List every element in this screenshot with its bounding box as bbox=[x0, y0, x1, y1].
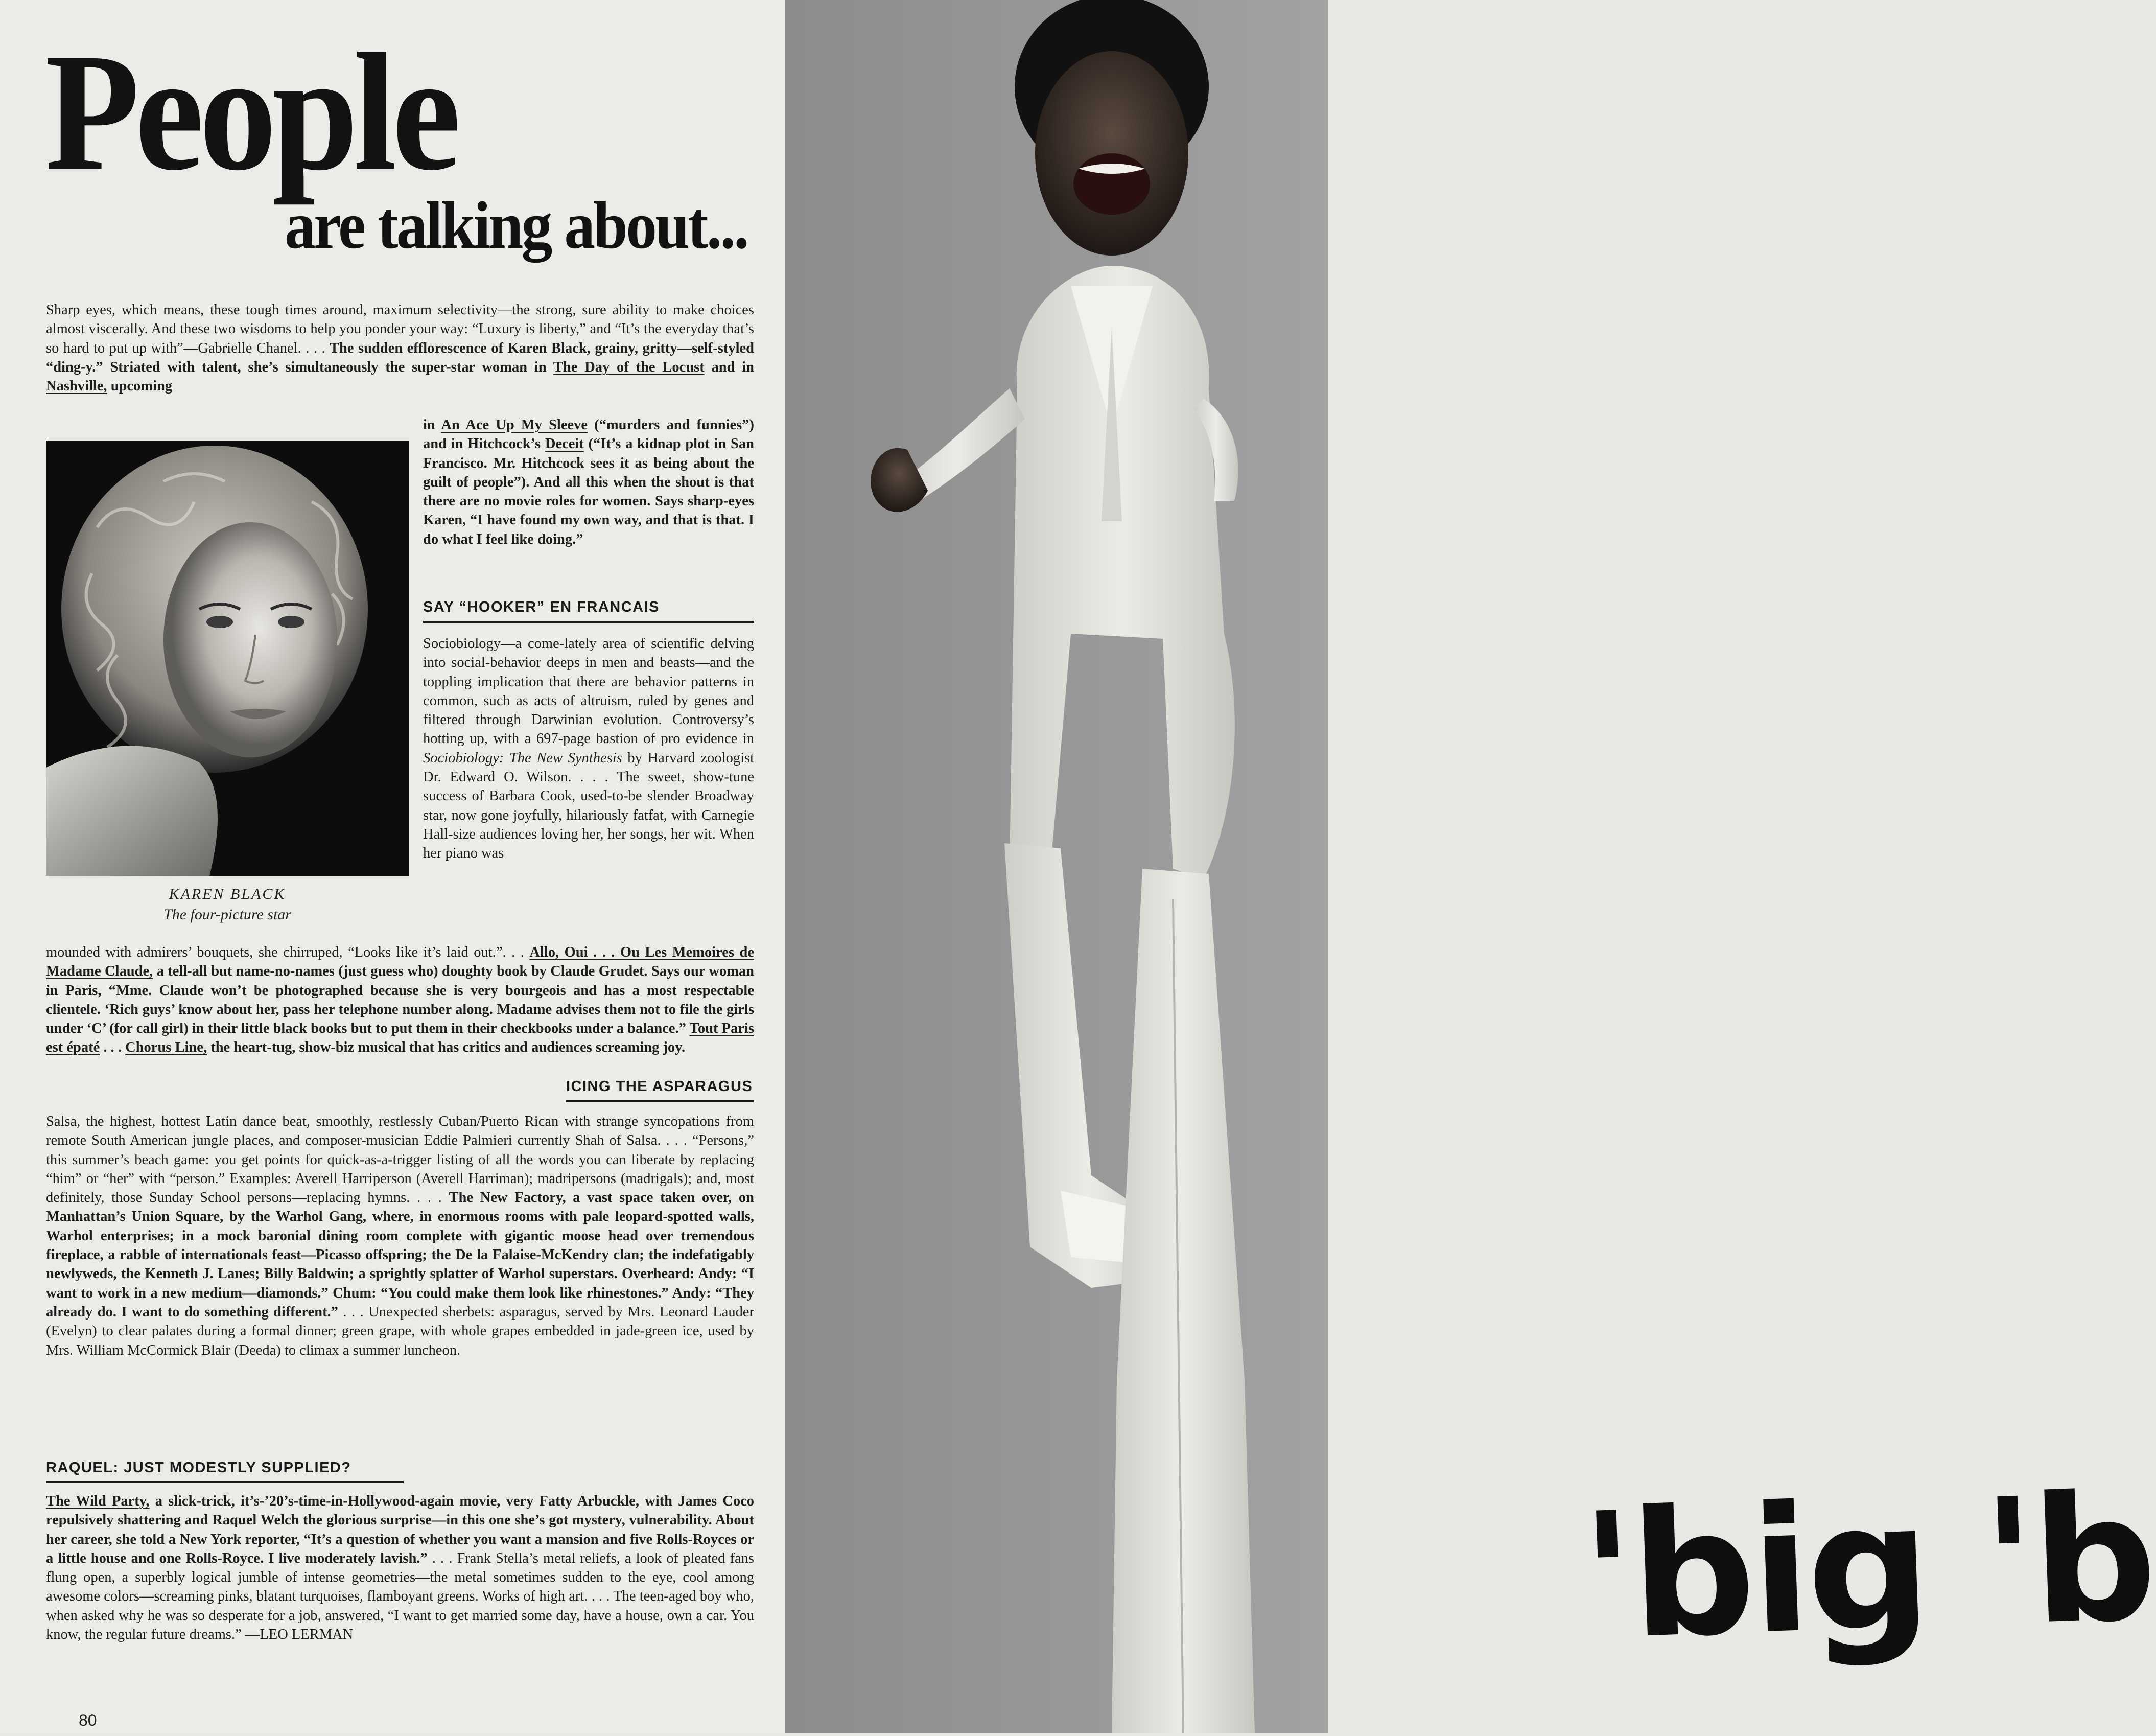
salsa-text-1: Salsa, the highest, hottest Latin dance beat, smoothly, restlessly Cuban/Puerto Rican with strange syncopations from remote South American jungle places, and composer-musician Eddie Palmieri currently Shah of Salsa. . . . “Persons,” this summer’s beach game: you get points for quick-as-a-trigger listing of all the words you can liberate by replacing “him” or “her” with “person.” Examples: Averell Harriperson (Averell Harriman); madripersons (madrigals); and, most definitely, those Sunday School persons—replacing hymns. . . . bbox=[46, 1114, 754, 1206]
claude-dots: . . . bbox=[100, 1039, 126, 1056]
claude-text-3: the heart-tug, show-biz musical that has critics and audiences screaming joy. bbox=[207, 1039, 686, 1056]
intro-paragraph bbox=[46, 300, 754, 396]
caption-subtitle: The four-picture star bbox=[163, 906, 291, 923]
intro-upcoming: upcoming bbox=[107, 378, 173, 395]
phrase-tout-paris: Tout Paris est épaté bbox=[46, 1021, 754, 1056]
sociobiology-text-1: Sociobiology—a come-lately area of scientific delving into social-behavior deeps in men and beasts—and the toppling implication that there are behavior patterns in common, such as acts of altruism, ruled by genes and filtered through Darwinian evolution. Controversy’s hotting up, with a 697-page bastion of pro evidence in bbox=[423, 636, 754, 747]
film-title-deceit: Deceit bbox=[545, 436, 584, 452]
rule-hooker bbox=[423, 621, 754, 623]
karen-black-portrait-photo bbox=[46, 441, 409, 876]
madame-claude-paragraph bbox=[46, 943, 754, 1057]
masthead-title: People bbox=[45, 19, 456, 205]
heading-raquel: RAQUEL: JUST MODESTLY SUPPLIED? bbox=[46, 1460, 351, 1476]
wild-party-bold: a slick-trick, it’s-’20’s-time-in-Hollywood-again movie, very Fatty Arbuckle, with James Coco repulsively shattering and Raquel Welch the glorious surprise—in this one she’s got mystery, vulnerability. About her career, she told a New York reporter, “It’s a question of whether you want a mansion and five Rolls-Royces or a little house and one Rolls-Royce. I live moderately lavish.” bbox=[46, 1493, 754, 1566]
text-column bbox=[0, 0, 785, 1733]
caption-name: KAREN BLACK bbox=[169, 886, 286, 902]
film-title-locust: The Day of the Locust bbox=[553, 359, 705, 375]
heading-icing: ICING THE ASPARAGUS bbox=[566, 1078, 753, 1095]
salsa-text-2: . . . Unexpected sherbets: asparagus, served by Mrs. Leonard Lauder (Evelyn) to clear palates during a formal dinner; green grape, with whole grapes embedded in jade-green ice, used by Mrs. William McCormick Blair (Deeda) to climax a summer luncheon. bbox=[46, 1304, 754, 1358]
claude-text-2: a tell-all but name-no-names (just guess who) doughty book by Claude Grudet. Says our woman in Paris, “Mme. Claude won’t be photographed because she is very bourgeois and has a most respectable clientele. ‘Rich guys’ know about her, pass her telephone number along. Madame advises them not to file the girls under ‘C’ (for call girl) in their little black books but to put them in their checkbooks under a balance.” bbox=[46, 963, 754, 1037]
big-word-display: 'big 'b bbox=[1578, 1456, 2156, 1679]
photo-caption bbox=[46, 884, 409, 925]
intro-right-in: in bbox=[423, 417, 441, 433]
intro-lead: Sharp eyes, which means, these tough times around, maximum selectivity—the strong, sure ability to make choices almost viscerally. And these two wisdoms to help you ponder your way: “Luxury is liberty,” and “It’s the everyday that’s so hard to put up with”—Gabrielle Chanel. . . . bbox=[46, 302, 754, 356]
man-in-white-suit-photo bbox=[785, 0, 2156, 1733]
rule-icing bbox=[566, 1100, 754, 1102]
salsa-paragraph bbox=[46, 1112, 754, 1360]
sociobiology-paragraph bbox=[423, 634, 754, 863]
film-title-nashville: Nashville, bbox=[46, 378, 107, 395]
factory-bold-text: The New Factory, a vast space taken over, on Manhattan’s Union Square, by the Warhol Gang, where, in enormous rooms with pale leopard-spotted walls, Warhol enterprises; in a mock baronial dining room complete with gigantic moose head over tremendous fireplace, a rabble of internationals feast—Picasso offspring; the De la Falaise-McKendry clan; the indefatigably newlyweds, the Kenneth J. Lanes; Billy Baldwin; a sprightly splatter of Warhol superstars. Overheard: Andy: “I want to work in a new medium—diamonds.” Chum: “You could make them look like rhinestones.” Andy: “They already do. I want to do something different.” bbox=[46, 1190, 754, 1320]
claude-text-1: mounded with admirers’ bouquets, she chirruped, “Looks like it’s laid out.”. . . bbox=[46, 944, 530, 960]
masthead-subtitle: are talking about... bbox=[285, 188, 747, 263]
book-title-allo-oui: Allo, Oui . . . Ou Les Memoires de Madame Claude, bbox=[46, 944, 754, 980]
intro-continuation bbox=[423, 415, 754, 549]
book-title-sociobiology: Sociobiology: The New Synthesis bbox=[423, 750, 622, 766]
intro-bold-text: The sudden efflorescence of Karen Black, grainy, gritty—self-styled “ding-y.” Striated with talent, she’s simultaneously the super-star woman in bbox=[46, 340, 754, 375]
show-title-chorus-line: Chorus Line, bbox=[125, 1039, 207, 1056]
intro-murders: (“murders and funnies”) and in Hitchcock’s bbox=[423, 417, 754, 452]
sociobiology-text-2: by Harvard zoologist Dr. Edward O. Wilson. . . . The sweet, show-tune success of Barbara Cook, used-to-be slender Broadway star, now gone joyfully, hilariously fatfat, with Carnegie Hall-size audiences loving her, her songs, her wit. When her piano was bbox=[423, 750, 755, 862]
byline: LEO LERMAN bbox=[260, 1627, 354, 1643]
rule-raquel bbox=[46, 1481, 404, 1483]
wild-party-text: . . . Frank Stella’s metal reliefs, a look of pleated fans flung open, a superbly logical jumble of intense geometries—the metal sometimes sudden to the eye, cool among awesome colors—screaming pinks, blatant turquoises, flamboyant greens. Works of high art. . . . The teen-aged boy who, when asked why he was so desperate for a job, answered, “I want to get married some day, have a house, own a car. You know, the regular future dreams.” — bbox=[46, 1550, 755, 1643]
page-number: 80 bbox=[79, 1711, 97, 1729]
wild-party-paragraph bbox=[46, 1492, 754, 1644]
film-title-ace: An Ace Up My Sleeve bbox=[441, 417, 588, 433]
film-title-wild-party: The Wild Party, bbox=[46, 1493, 150, 1509]
intro-and-in: and in bbox=[704, 359, 754, 375]
intro-rest: (“It’s a kidnap plot in San Francisco. Mr. Hitchcock sees it as being about the guilt of people”). And all this when the shout is that there are no movie roles for women. Says sharp-eyes Karen, “I have found my own way, and that is that. I do what I feel like doing.” bbox=[423, 436, 754, 547]
heading-hooker: SAY “HOOKER” EN FRANCAIS bbox=[423, 599, 660, 615]
